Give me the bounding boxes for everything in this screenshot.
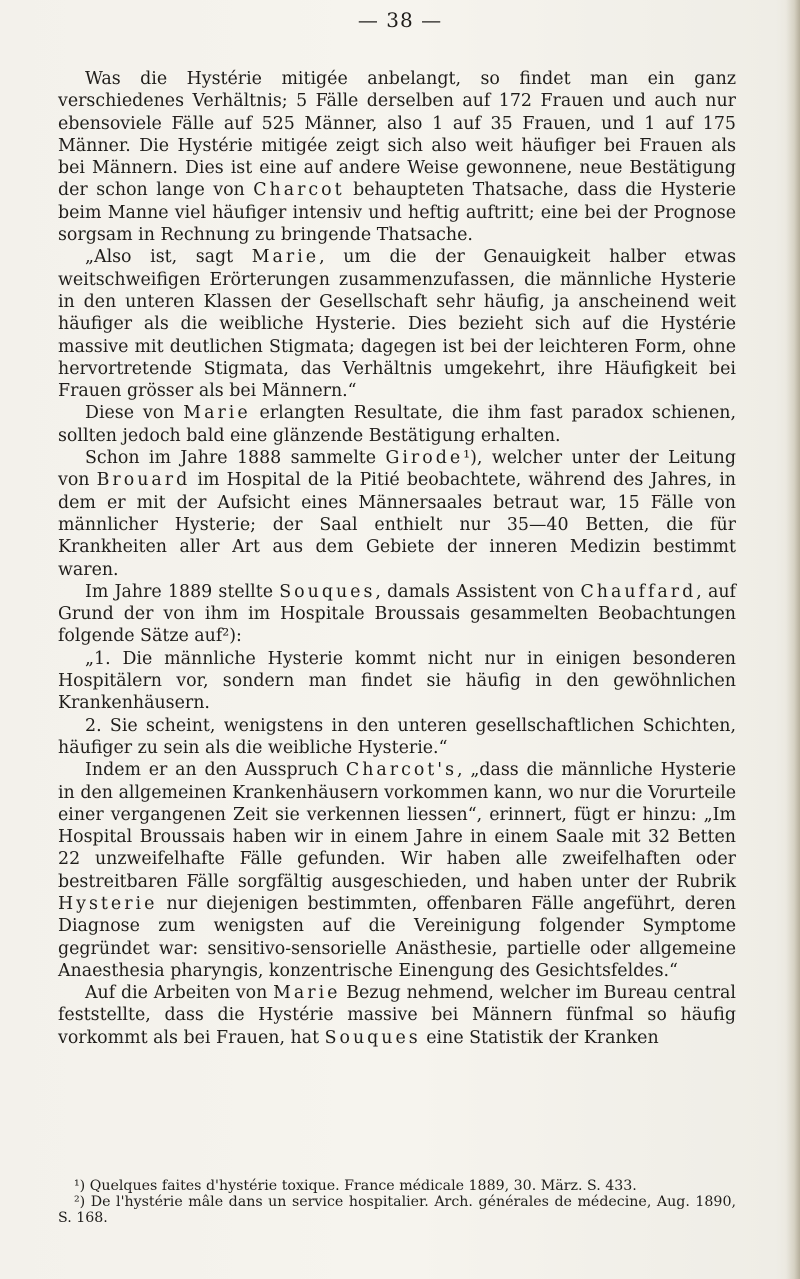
emphasized-term: Hysterie <box>58 893 158 914</box>
author-name: Souques <box>324 1027 421 1048</box>
author-name: Charcot's <box>345 760 457 781</box>
page-edge-shadow <box>786 0 800 1279</box>
paragraph: 2. Sie scheint, wenigstens in den unteren gesellschaftlichen Schichten, häufiger zu sein als die weibliche Hysterie.“ <box>58 715 736 758</box>
author-name: Chauffard <box>580 581 697 602</box>
body-text <box>58 68 736 1049</box>
paragraph: „1. Die männliche Hysterie kommt nicht nur in einigen besonderen Hospitälern vor, sondern man findet sie häufig in den gewöhnlichen Krankenhäusern. <box>58 648 736 714</box>
author-name: Charcot <box>253 180 345 201</box>
author-name: Souques <box>279 581 376 602</box>
paragraph: Was die Hystérie mitigée anbelangt, so findet man ein ganz verschiedenes Verhältnis; 5 Fälle derselben auf 172 Frauen und auch nur ebensoviele Fälle auf 525 Männer, also 1 auf 35 Frauen, und 1 auf 175 Männer. Die Hystérie mitigée zeigt sich also weit häufiger bei Frauen als bei Männern. Dies ist eine auf andere Weise gewonnene, neue Bestätigung der schon lange von Charcot behaupteten Thatsache, dass die Hysterie beim Manne viel häufiger intensiv und heftig auftritt; eine bei der Prognose sorgsam in Rechnung zu bringende Thatsache. <box>58 69 736 246</box>
footnote: ¹) Quelques faites d'hystérie toxique. France médicale 1889, 30. März. S. 433. <box>74 1178 637 1194</box>
author-name: Marie <box>251 247 320 268</box>
paragraph: Auf die Arbeiten von Marie Bezug nehmend, welcher im Bureau central feststellte, dass die Hystérie massive bei Männern fünfmal so häufig vorkommt als bei Frauen, hat Souques eine Statistik der Kranken <box>58 983 736 1048</box>
author-name: Marie <box>273 983 341 1004</box>
author-name: Marie <box>183 403 251 424</box>
author-name: Girode <box>385 448 464 469</box>
paragraph: Diese von Marie erlangten Resultate, die ihm fast paradox schienen, sollten jedoch bald eine glänzende Bestätigung erhalten. <box>58 403 736 446</box>
footnotes <box>58 1177 736 1227</box>
paragraph: Indem er an den Ausspruch Charcot's, „dass die männliche Hysterie in den allgemeinen Krankenhäusern vorkommen kann, wo nur die Vorurteile einer vergangenen Zeit sie verkennen liessen“, erinnert, fügt er hinzu: „Im Hospital Broussais haben wir in einem Jahre in einem Saale mit 32 Betten 22 unzweifelhafte Fälle gefunden. Wir haben alle zweifelhaften oder bestreitbaren Fälle sorgfältig ausgeschieden, und haben unter der Rubrik Hysterie nur diejenigen bestimmten, offenbaren Fälle angeführt, deren Diagnose zum wenigsten auf die Vereinigung folgender Symptome gegründet war: sensitivo-sensorielle Anästhesie, partielle oder allgemeine Anaesthesia pharyngis, konzentrische Einengung des Gesichtsfeldes.“ <box>58 760 736 981</box>
paragraph: Im Jahre 1889 stellte Souques, damals Assistent von Chauffard, auf Grund der von ihm im Hospitale Broussais gesammelten Beobachtungen folgende Sätze auf²): <box>58 581 736 647</box>
paragraph: Schon im Jahre 1888 sammelte Girode¹), welcher unter der Leitung von Brouard im Hospital de la Pitié beobachtete, während des Jahres, in dem er mit der Aufsicht eines Männersaales betraut war, 15 Fälle von männlicher Hysterie; der Saal enthielt nur 35—40 Betten, die für Krankheiten aller Art aus dem Gebiete der inneren Medizin bestimmt waren. <box>58 448 736 580</box>
page-number: — 38 — <box>357 8 443 32</box>
footnote: ²) De l'hystérie mâle dans un service hospitalier. Arch. générales de médecine, Aug. 1890, S. 168. <box>58 1194 736 1227</box>
author-name: Brouard <box>96 470 191 491</box>
paragraph: „Also ist, sagt Marie, um die der Genauigkeit halber etwas weitschweifigen Erörterungen zusammenzufassen, die männliche Hysterie in den unteren Klassen der Gesellschaft sehr häufig, ja anscheinend weit häufiger als die weibliche Hysterie. Dies bezieht sich auf die Hystérie massive mit deutlichen Stigmata; dagegen ist bei der leichteren Form, ohne hervortretende Stigmata, das Verhältnis umgekehrt, ihre Häufigkeit bei Frauen grösser als bei Männern.“ <box>58 247 736 402</box>
